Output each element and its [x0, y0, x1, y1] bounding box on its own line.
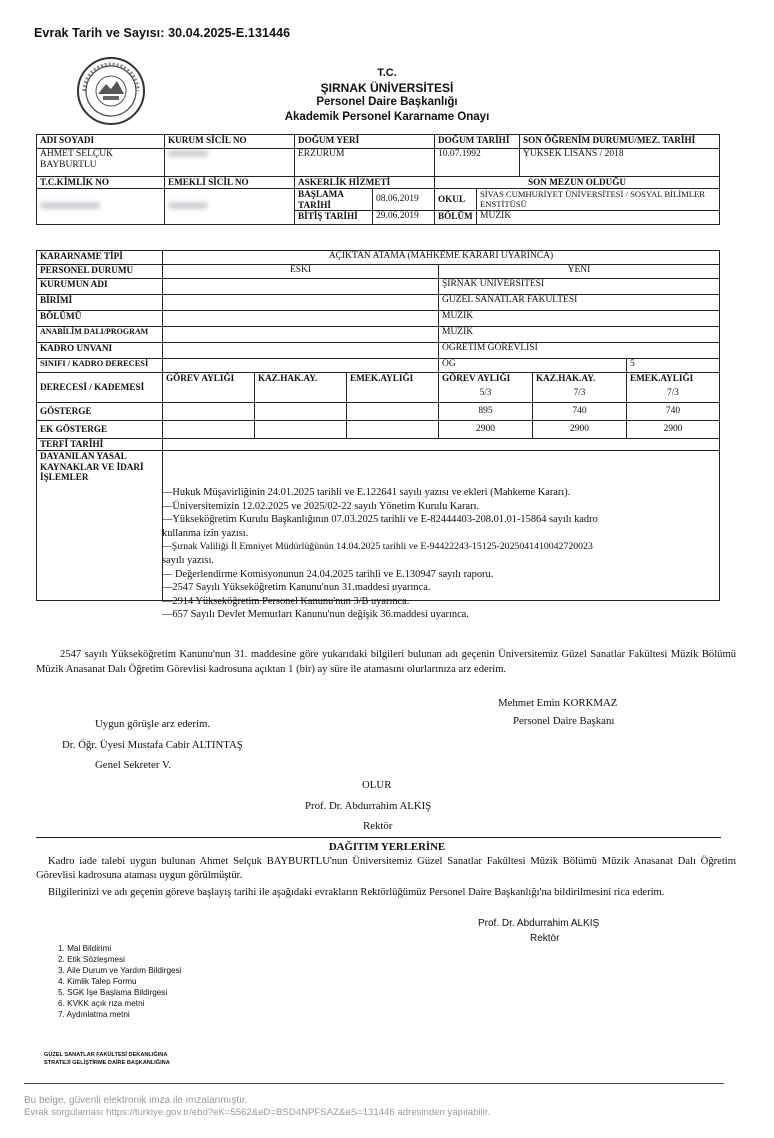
col-salary-new: GÖREV AYLIĞI 5/3: [439, 373, 533, 403]
label-last-school: SON MEZUN OLDUĞU: [435, 177, 720, 189]
page-title: Akademik Personel Kararname Onayı: [284, 111, 490, 123]
extra-old: [255, 421, 347, 439]
legal-list: [162, 486, 734, 622]
label-dept: BÖLÜM: [435, 211, 477, 225]
header-department: Personel Daire Başkanlığı: [316, 96, 458, 108]
annex-item: 7. Aydınlatma metni: [58, 1010, 130, 1019]
label-decree-type: KARARNAME TİPİ: [37, 251, 163, 265]
row-label: BÖLÜMÜ: [37, 311, 163, 327]
value-dept: MÜZİK: [477, 211, 720, 225]
row-label: BİRİMİ: [37, 295, 163, 311]
indicator-new: 740: [533, 403, 627, 421]
value-tc-no: [37, 189, 165, 225]
redacted-block: [168, 202, 208, 209]
hr-title: Personel Daire Başkanı: [513, 715, 615, 727]
label-indicator: GÖSTERGE: [37, 403, 163, 421]
status-new-header: YENİ: [439, 265, 720, 279]
label-end: BİTİŞ TARİHİ: [295, 211, 373, 225]
extra-old: [347, 421, 439, 439]
col-acquired-new: KAZ.HAK.AY. 7/3: [533, 373, 627, 403]
class-degree: 5: [627, 359, 720, 373]
distribution-title: DAĞITIM YERLERİNE: [328, 841, 446, 853]
label-school: OKUL: [435, 189, 477, 211]
col-salary-old: GÖREV AYLIĞI: [163, 373, 255, 403]
footer-divider: [24, 1083, 724, 1084]
col-retire-new: EMEK.AYLIĞI 7/3: [627, 373, 720, 403]
status-old-header: ESKİ: [163, 265, 439, 279]
row-old: [163, 295, 439, 311]
label-start: BAŞLAMA TARİHİ: [295, 189, 373, 211]
col-retire-old: EMEK.AYLIĞI: [347, 373, 439, 403]
row-label: KURUMUN ADI: [37, 279, 163, 295]
label-legal: DAYANILAN YASAL KAYNAKLAR VE İDARİ İŞLEMLER: [37, 451, 163, 601]
row-new: ŞIRNAK ÜNİVERSİTESİ: [439, 279, 720, 295]
value-decree-type: AÇIKTAN ATAMA (MAHKEME KARARI UYARINCA): [163, 251, 720, 265]
row-new: MÜZİK: [439, 311, 720, 327]
annex-item: 5. SGK İşe Başlama Bildirgesi: [58, 988, 168, 997]
value-retire-no: [165, 189, 295, 225]
legal-item: sayılı yazısı.: [162, 554, 214, 566]
value-school: SİVAS CUMHURİYET ÜNİVERSİTESİ / SOSYAL BİLİMLER ENSTİTÜSÜ: [477, 189, 720, 211]
distribution-paragraph-2: Bilgilerinizi ve adı geçenin göreve başlayış tarihi ile aşağıdaki evrakların Rektörlüğümüz Personel Daire Başkanlığı'na bildirilmesini rica ederim.: [48, 887, 665, 898]
redacted-block: [40, 202, 100, 209]
value-birth-date: 10.07.1992: [435, 149, 520, 177]
value-reg-no: [165, 149, 295, 177]
label-class: SINIFI / KADRO DERECESİ: [37, 359, 163, 373]
value-end: 29.06.2019: [373, 211, 435, 225]
label-retire-no: EMEKLİ SİCİL NO: [165, 177, 295, 189]
extra-new: 2900: [533, 421, 627, 439]
extra-new: 2900: [439, 421, 533, 439]
label-degree: DERECESİ / KADEMESİ: [37, 373, 163, 403]
header-tc: T.C.: [377, 67, 397, 79]
indicator-new: 895: [439, 403, 533, 421]
annex-item: 6. KVKK açık rıza metni: [58, 999, 145, 1008]
request-paragraph: 2547 sayılı Yükseköğretim Kanunu'nun 31. maddesine göre yukarıdaki bilgileri bulunan adı geçenin Üniversitemiz Güzel Sanatlar Fakültesi Müzik Bölümü Müzik Anasanat Dalı Öğretim Görevlisi kadrosuna açıktan 1 (bir) ay süre ile atamasını olurlarınıza arz ederim.: [36, 649, 736, 675]
approval-olur: OLUR: [362, 779, 392, 791]
opinion-text: Uygun görüşle arz ederim.: [95, 718, 211, 730]
value-last-edu: YÜKSEK LİSANS / 2018: [520, 149, 720, 177]
footer-verify-link[interactable]: Evrak sorgulaması https://turkiye.gov.tr/ebd?eK=5562&eD=BSD4NPFSAZ&eS=131446 adresinden yapılabilir.: [24, 1107, 491, 1118]
row-label: ANABİLİM DALI/PROGRAM: [37, 327, 163, 343]
value-termination: [163, 439, 720, 451]
annex-item: 3. Aile Durum ve Yardım Bildirgesi: [58, 966, 182, 975]
legal-item: — Değerlendirme Komisyonunun 24.04.2025 tarihli ve E.130947 sayılı raporu.: [162, 568, 494, 580]
label-military: ASKERLİK HİZMETİ: [295, 177, 435, 189]
row-old: [163, 279, 439, 295]
sg-name: Dr. Öğr. Üyesi Mustafa Cabir ALTINTAŞ: [62, 739, 243, 751]
label-tc-no: T.C.KİMLİK NO: [37, 177, 165, 189]
extra-new: 2900: [627, 421, 720, 439]
value-start: 08.06.2019: [373, 189, 435, 211]
recipient: GÜZEL SANATLAR FAKÜLTESİ DEKANLIĞINA: [44, 1052, 168, 1058]
sg-title: Genel Sekreter V.: [95, 759, 172, 771]
hr-name: Mehmet Emin KORKMAZ: [498, 697, 618, 709]
distribution-sign-name: Prof. Dr. Abdurrahim ALKIŞ: [478, 918, 600, 929]
indicator-new: 740: [627, 403, 720, 421]
label-extra: EK GÖSTERGE: [37, 421, 163, 439]
indicator-old: [255, 403, 347, 421]
col-acquired-old: KAZ.HAK.AY.: [255, 373, 347, 403]
class-new: ÖG: [439, 359, 627, 373]
class-old: [163, 359, 439, 373]
label-last-edu: SON ÖĞRENİM DURUMU/MEZ. TARİHİ: [520, 135, 720, 149]
personal-info-table: [36, 134, 720, 225]
row-old: [163, 311, 439, 327]
distribution-paragraph-1: Kadro iade talebi uygun bulunan Ahmet Selçuk BAYBURTLU'nun Üniversitemiz Güzel Sanatlar Fakültesi Müzik Bölümü Müzik Anasanat Dalı Öğretim Görevlisi kadrosuna ataması uygun görülmüştür.: [36, 856, 736, 881]
distribution-sign-title: Rektör: [530, 933, 560, 944]
label-birth-date: DOĞUM TARİHİ: [435, 135, 520, 149]
legal-item: kullanma izin yazısı.: [162, 527, 249, 539]
rector-title: Rektör: [363, 820, 393, 832]
rector-name: Prof. Dr. Abdurrahim ALKIŞ: [305, 800, 432, 812]
label-status: PERSONEL DURUMU: [37, 265, 163, 279]
indicator-old: [347, 403, 439, 421]
annex-item: 2. Etik Sözleşmesi: [58, 955, 125, 964]
annex-list: [58, 943, 181, 1020]
indicator-old: [163, 403, 255, 421]
legal-item: —2914 Yükseköğretim Personel Kanunu'nun 3/B uyarınca.: [162, 595, 410, 607]
row-old: [163, 343, 439, 359]
redacted-block: [168, 150, 208, 157]
label-birth-place: DOĞUM YERİ: [295, 135, 435, 149]
value-name: AHMET SELÇUK BAYBURTLU: [37, 149, 165, 177]
row-new: GÜZEL SANATLAR FAKÜLTESİ: [439, 295, 720, 311]
annex-item: 4. Kimlik Talep Formu: [58, 977, 137, 986]
legal-item: —Hukuk Müşavirliğinin 24.01.2025 tarihli ve E.122641 sayılı yazısı ve ekleri (Mahkeme Kararı).: [162, 487, 571, 498]
label-name: ADI SOYADI: [37, 135, 165, 149]
row-label: KADRO UNVANI: [37, 343, 163, 359]
legal-item: —Şırnak Valiliği İl Emniyet Müdürlüğünün 14.04.2025 tarihli ve E-94422243-15125-2025041410042720023: [162, 541, 593, 553]
footer-signature-note: Bu belge, güvenli elektronik imza ile imzalanmıştır.: [24, 1095, 248, 1106]
extra-old: [163, 421, 255, 439]
legal-item: —Yükseköğretim Kurulu Başkanlığının 07.03.2025 tarihli ve E-82444403-208.01.01-15864 sayılı kadro: [162, 514, 598, 526]
recipient: STRATEJİ GELİŞTİRME DAİRE BAŞKANLIĞINA: [44, 1060, 170, 1066]
label-termination: TERFİ TARİHİ: [37, 439, 163, 451]
divider: [36, 837, 721, 838]
legal-item: —657 Sayılı Devlet Memurları Kanunu'nun değişik 36.maddesi uyarınca.: [162, 609, 469, 621]
legal-item: —2547 Sayılı Yükseköğretim Kanunu'nun 31.maddesi uyarınca.: [162, 582, 431, 594]
value-birth-place: ERZURUM: [295, 149, 435, 177]
document-reference: Evrak Tarih ve Sayısı: 30.04.2025-E.131446: [34, 26, 291, 40]
label-reg-no: KURUM SİCİL NO: [165, 135, 295, 149]
row-new: ÖĞRETİM GÖREVLİSİ: [439, 343, 720, 359]
row-old: [163, 327, 439, 343]
legal-item: —Üniversitemizin 12.02.2025 ve 2025/02-22 sayılı Yönetim Kurulu Kararı.: [162, 500, 480, 512]
row-new: MÜZİK: [439, 327, 720, 343]
annex-item: 1. Mal Bildirimi: [58, 944, 112, 953]
header-university: ŞIRNAK ÜNİVERSİTESİ: [320, 81, 454, 95]
